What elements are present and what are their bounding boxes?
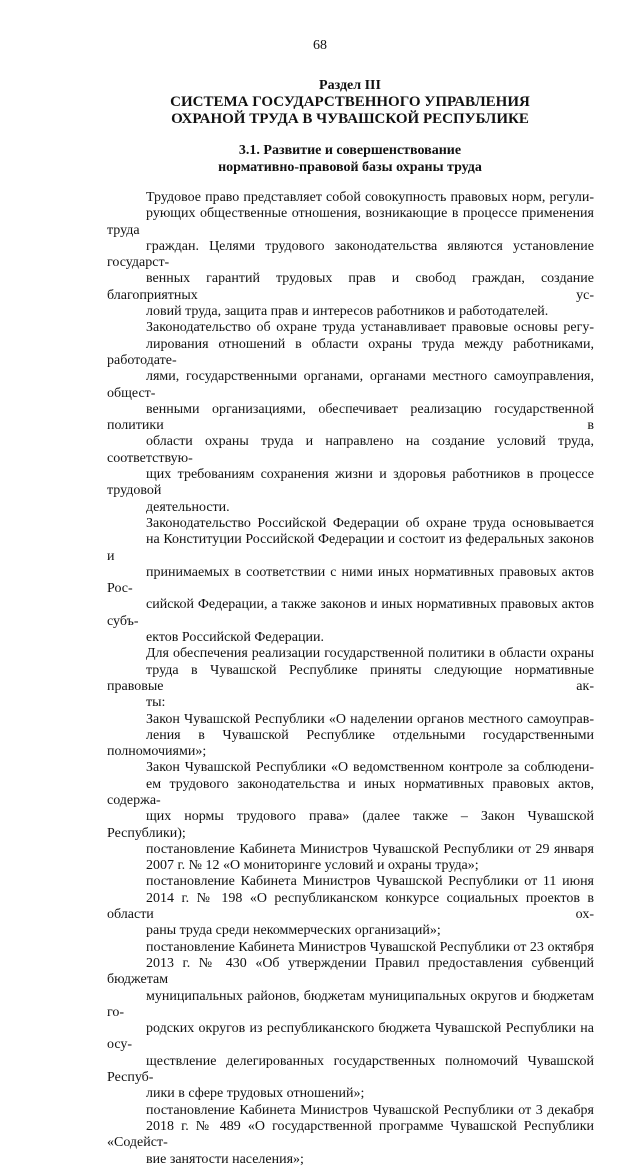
text-line: постановление Кабинета Министров Чувашской Республики от 3 декабря xyxy=(146,1102,594,1118)
text-line: граждан. Целями трудового законодательства являются установление государст- xyxy=(107,238,594,271)
text-line: 2013 г. № 430 «Об утверждении Правил предоставления субвенций бюджетам xyxy=(107,955,594,988)
text-line: ловий труда, защита прав и интересов работников и работодателей. xyxy=(146,304,549,320)
body-text xyxy=(107,190,594,1168)
text-line: Для обеспечения реализации государственной политики в области охраны xyxy=(146,646,594,662)
text-line: сийской Федерации, а также законов и иных нормативных правовых актов субъ- xyxy=(107,597,594,629)
text-line: родских округов из республиканского бюджета Чувашской Республики на осу- xyxy=(107,1021,594,1053)
text-line: лирования отношений в области охраны труда между работниками, работодате- xyxy=(107,336,594,368)
text-line: венными организациями, обеспечивает реализацию государственной политики в xyxy=(107,401,594,434)
paragraph xyxy=(107,940,594,1103)
text-line: ления в Чувашской Республике отдельными государственными полномочиями»; xyxy=(107,727,594,760)
section-title-line-1: СИСТЕМА ГОСУДАРСТВЕННОГО УПРАВЛЕНИЯ xyxy=(170,94,530,110)
text-line: 2018 г. № 489 «О государственной программе Чувашской Республики «Содейст- xyxy=(107,1118,594,1151)
text-line: лями, государственными органами, органами местного самоуправления, общест- xyxy=(107,369,594,401)
subsection-heading xyxy=(100,142,600,176)
text-line: Закон Чувашской Республики «О наделении органов местного самоуправ- xyxy=(146,711,594,727)
paragraph xyxy=(107,874,594,939)
text-line: постановление Кабинета Министров Чувашской Республики от 11 июня xyxy=(146,874,594,890)
text-line: раны труда среди некоммерческих организаций»; xyxy=(146,923,441,939)
section-heading xyxy=(100,77,600,128)
paragraph xyxy=(107,516,594,646)
subsection-title-line-1: 3.1. Развитие и совершенствование xyxy=(238,143,462,158)
paragraph xyxy=(107,646,594,711)
text-line: Законодательство Российской Федерации об охране труда основывается xyxy=(146,515,594,531)
text-line: принимаемых в соответствии с ними иных нормативных правовых актов Рос- xyxy=(107,564,594,597)
text-line: Трудовое право представляет собой совокупность правовых норм, регули- xyxy=(146,190,594,205)
text-line: щих требованиям сохранения жизни и здоровья работников в процессе трудовой xyxy=(107,467,594,499)
text-line: ты: xyxy=(146,695,166,711)
text-line: постановление Кабинета Министров Чувашской Республики от 23 октября xyxy=(146,939,594,955)
text-line: венных гарантий трудовых прав и свобод граждан, создание благоприятных ус- xyxy=(107,271,594,303)
paragraph xyxy=(107,842,594,875)
text-line: рующих общественные отношения, возникающие в процессе применения труда xyxy=(107,206,594,238)
text-line: области охраны труда и направлено на создание условий труда, соответствую- xyxy=(107,434,594,466)
text-line: на Конституции Российской Федерации и состоит из федеральных законов и xyxy=(107,532,594,564)
text-line: щих нормы трудового права» (далее также – Закон Чувашской Республики); xyxy=(107,809,594,841)
paragraph xyxy=(107,760,594,841)
section-label: Раздел III xyxy=(319,78,381,93)
text-line: лики в сфере трудовых отношений»; xyxy=(146,1086,365,1102)
subsection-title-line-2: нормативно-правовой базы охраны труда xyxy=(218,160,482,175)
text-line: Законодательство об охране труда устанавливает правовые основы регу- xyxy=(146,320,594,336)
paragraph xyxy=(107,712,594,761)
text-line: Закон Чувашской Республики «О ведомственном контроле за соблюдени- xyxy=(146,760,594,776)
text-line: ществление делегированных государственных полномочий Чувашской Респуб- xyxy=(107,1053,594,1086)
paragraph xyxy=(107,190,594,320)
page-number: 68 xyxy=(313,38,327,53)
text-line: 2007 г. № 12 «О мониторинге условий и охраны труда»; xyxy=(146,858,479,874)
text-line: 2014 г. № 198 «О республиканском конкурсе социальных проектов в области ох- xyxy=(107,890,594,923)
text-line: муниципальных районов, бюджетам муниципальных округов и бюджетам го- xyxy=(107,988,594,1020)
text-line: постановление Кабинета Министров Чувашской Республики от 29 января xyxy=(146,841,594,857)
text-line: труда в Чувашской Республике приняты следующие нормативные правовые ак- xyxy=(107,662,594,694)
paragraph xyxy=(107,1103,594,1168)
text-line: ектов Российской Федерации. xyxy=(146,630,324,646)
text-line: вие занятости населения»; xyxy=(146,1151,304,1167)
section-title-line-2: ОХРАНОЙ ТРУДА В ЧУВАШСКОЙ РЕСПУБЛИКЕ xyxy=(171,111,529,127)
text-line: ем трудового законодательства и иных нормативных правовых актов, содержа- xyxy=(107,776,594,808)
text-line: деятельности. xyxy=(146,499,230,515)
paragraph xyxy=(107,320,594,516)
